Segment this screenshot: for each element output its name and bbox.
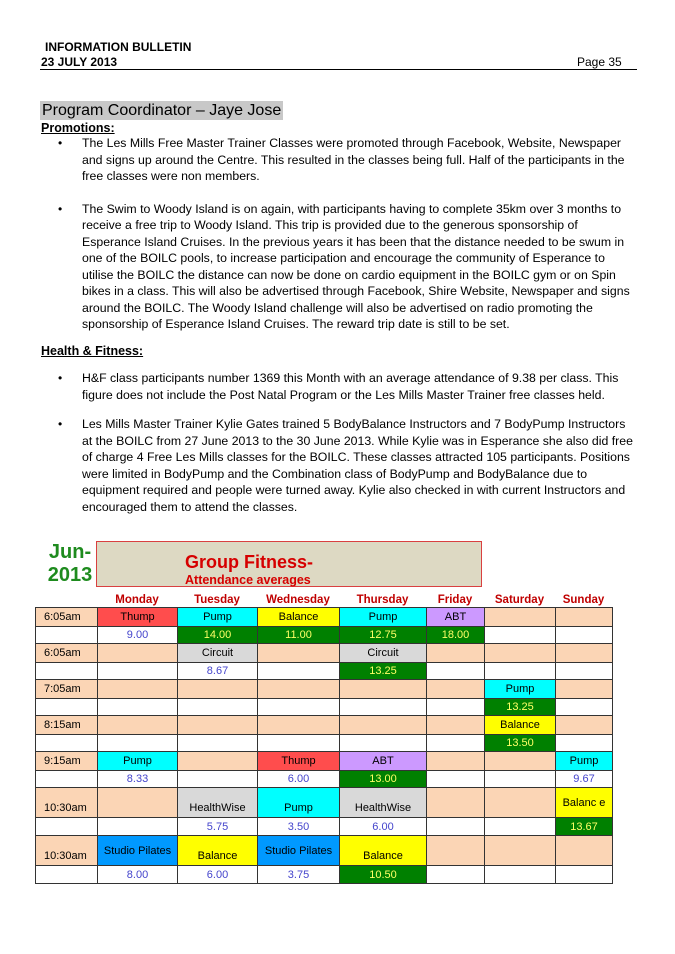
day-header-monday: Monday	[115, 594, 159, 606]
time-cell: 8:15am	[36, 716, 98, 735]
day-header-sunday: Sunday	[562, 594, 605, 606]
month-label: Jun-	[48, 541, 92, 563]
value-row	[36, 735, 613, 752]
attendance-value	[485, 663, 556, 680]
attendance-value: 13.25	[340, 663, 427, 680]
page-number: Page 35	[577, 55, 622, 69]
class-cell	[427, 716, 485, 735]
attendance-value	[485, 627, 556, 644]
class-cell	[98, 644, 178, 663]
bullet-icon: •	[58, 417, 63, 431]
class-cell: Thump	[258, 752, 340, 771]
attendance-value	[340, 735, 427, 752]
attendance-value	[427, 663, 485, 680]
class-cell: ABT	[427, 608, 485, 627]
class-cell: Studio Pilates	[258, 836, 340, 866]
section-title: Program Coordinator – Jaye Jose	[42, 102, 282, 119]
day-header-saturday: Saturday	[494, 594, 545, 606]
day-header-wednesday: Wednesday	[266, 594, 330, 606]
bullet-icon: •	[58, 136, 63, 150]
class-cell: Studio Pilates	[98, 836, 178, 866]
class-row	[36, 608, 613, 627]
list-item	[58, 370, 638, 403]
attendance-value	[427, 818, 485, 836]
bullet-text: H&F class participants number 1369 this Month with an average attendance of 9.38 per class. This figure does not include the Post Natal Program or the Les Mills Master Trainer free classes held.	[82, 371, 619, 402]
bullet-icon: •	[58, 371, 63, 385]
attendance-value: 13.50	[485, 735, 556, 752]
time-cell: 10:30am	[36, 836, 98, 866]
schedule-title: Group Fitness-	[185, 552, 314, 572]
attendance-value: 6.00	[340, 818, 427, 836]
class-cell: Pump	[258, 788, 340, 818]
attendance-value	[556, 663, 613, 680]
class-cell: HealthWise	[178, 788, 258, 818]
attendance-value: 5.75	[178, 818, 258, 836]
attendance-value	[485, 866, 556, 884]
class-cell	[556, 644, 613, 663]
empty-cell	[36, 627, 98, 644]
class-cell	[178, 680, 258, 699]
class-cell	[258, 716, 340, 735]
class-cell	[485, 836, 556, 866]
attendance-value	[556, 866, 613, 884]
header-bulletin: INFORMATION BULLETIN	[45, 40, 192, 54]
health-heading: Health & Fitness:	[41, 344, 144, 358]
schedule-table	[35, 607, 613, 884]
promotions-heading: Promotions:	[41, 121, 115, 135]
class-cell	[98, 788, 178, 818]
attendance-value	[427, 699, 485, 716]
class-cell	[340, 716, 427, 735]
class-cell: Balance	[340, 836, 427, 866]
value-row	[36, 699, 613, 716]
attendance-value	[178, 699, 258, 716]
schedule-subtitle: Attendance averages	[185, 573, 311, 587]
time-cell: 10:30am	[36, 788, 98, 818]
class-cell: Pump	[485, 680, 556, 699]
attendance-value: 9.67	[556, 771, 613, 788]
class-cell	[427, 788, 485, 818]
attendance-value: 3.75	[258, 866, 340, 884]
attendance-value: 12.75	[340, 627, 427, 644]
attendance-value: 6.00	[178, 866, 258, 884]
time-cell: 6:05am	[36, 608, 98, 627]
attendance-value	[427, 735, 485, 752]
list-item	[58, 201, 638, 333]
time-cell: 7:05am	[36, 680, 98, 699]
attendance-value: 18.00	[427, 627, 485, 644]
attendance-value	[98, 699, 178, 716]
list-item	[58, 416, 638, 515]
empty-cell	[36, 818, 98, 836]
schedule-month	[44, 541, 96, 587]
empty-cell	[36, 699, 98, 716]
class-cell	[556, 680, 613, 699]
class-row	[36, 752, 613, 771]
class-cell: HealthWise	[340, 788, 427, 818]
attendance-value: 8.33	[98, 771, 178, 788]
class-cell	[340, 680, 427, 699]
value-row	[36, 627, 613, 644]
schedule-title-box	[96, 541, 482, 587]
attendance-value: 6.00	[258, 771, 340, 788]
attendance-value	[427, 771, 485, 788]
attendance-value	[556, 735, 613, 752]
class-cell	[178, 716, 258, 735]
bullet-text: The Les Mills Free Master Trainer Classes were promoted through Facebook, Website, Newspaper and signs up around the Centre. This resulted in the classes being full. Half of the participants in the free classes were non members.	[82, 136, 625, 183]
class-cell	[258, 680, 340, 699]
class-cell	[485, 752, 556, 771]
time-cell: 6:05am	[36, 644, 98, 663]
class-cell	[98, 716, 178, 735]
class-cell: Balance	[178, 836, 258, 866]
class-cell: Pump	[98, 752, 178, 771]
attendance-value	[427, 866, 485, 884]
class-cell	[427, 836, 485, 866]
class-cell: Pump	[340, 608, 427, 627]
attendance-value: 14.00	[178, 627, 258, 644]
class-cell	[556, 836, 613, 866]
class-cell: Balanc e	[556, 788, 613, 818]
bullet-text: The Swim to Woody Island is on again, with participants having to complete 35km over 3 months to receive a free trip to Woody Island. This trip is provided due to the generous sponsorship of Esperance Island Cruises. In the previous years it has been that the distance needed to be swum in one of the BOILC pools, to increase participation and encourage the community of Esperance to utilise the BOILC the distance can now be done on cardio equipment in the BOILC gym or on Spin bikes in a class. This will also be advertised through Facebook, Shire Website, Newspaper and signs around the BOILC. The Woody Island challenge will also be advertised on radio promoting the sponsorship of Esperance Island Cruises. The reward trip date is still to be set.	[82, 201, 630, 331]
attendance-value: 9.00	[98, 627, 178, 644]
class-row	[36, 836, 613, 866]
attendance-value: 8.00	[98, 866, 178, 884]
class-cell: Pump	[178, 608, 258, 627]
attendance-value	[485, 818, 556, 836]
year-label: 2013	[47, 564, 93, 586]
class-cell: Thump	[98, 608, 178, 627]
class-cell	[98, 680, 178, 699]
attendance-value	[178, 771, 258, 788]
class-cell	[556, 608, 613, 627]
class-cell	[485, 608, 556, 627]
class-cell: Pump	[556, 752, 613, 771]
class-cell: Balance	[258, 608, 340, 627]
class-row	[36, 644, 613, 663]
class-cell	[485, 644, 556, 663]
class-cell	[556, 716, 613, 735]
class-row	[36, 680, 613, 699]
class-cell	[427, 680, 485, 699]
bullet-text: Les Mills Master Trainer Kylie Gates trained 5 BodyBalance Instructors and 7 BodyPump Instructors at the BOILC from 27 June 2013 to the 30 June 2013. While Kylie was in Esperance she also did free of charge 4 Free Les Mills classes for the BOILC. These classes attracted 105 participants. Positions were limited in BodyPump and the Combination class of BodyPump and BodyBalance due to equipment required and people were turned away. Kylie also checked in with current Instructors and encouraged them to attend the classes.	[82, 417, 633, 514]
attendance-value	[258, 663, 340, 680]
attendance-value	[258, 699, 340, 716]
class-cell: Circuit	[340, 644, 427, 663]
bullet-icon: •	[58, 201, 63, 216]
attendance-value	[556, 627, 613, 644]
time-cell: 9:15am	[36, 752, 98, 771]
class-cell	[178, 752, 258, 771]
class-row	[36, 716, 613, 735]
class-row	[36, 788, 613, 818]
attendance-value	[485, 771, 556, 788]
empty-cell	[36, 735, 98, 752]
attendance-value: 8.67	[178, 663, 258, 680]
health-list	[58, 370, 638, 515]
attendance-value	[178, 735, 258, 752]
attendance-value: 13.67	[556, 818, 613, 836]
value-row	[36, 771, 613, 788]
class-cell	[427, 752, 485, 771]
list-item	[58, 135, 638, 185]
attendance-value	[98, 735, 178, 752]
class-cell: Balance	[485, 716, 556, 735]
value-row	[36, 663, 613, 680]
day-header-friday: Friday	[437, 594, 473, 606]
day-header-thursday: Thursday	[356, 594, 409, 606]
value-row	[36, 818, 613, 836]
attendance-value: 13.00	[340, 771, 427, 788]
header-rule	[40, 69, 637, 70]
empty-cell	[36, 771, 98, 788]
promotions-list	[58, 135, 638, 333]
attendance-value	[340, 699, 427, 716]
class-cell	[427, 644, 485, 663]
attendance-value: 10.50	[340, 866, 427, 884]
class-cell: Circuit	[178, 644, 258, 663]
attendance-value	[556, 699, 613, 716]
attendance-value: 3.50	[258, 818, 340, 836]
class-cell	[485, 788, 556, 818]
attendance-value: 11.00	[258, 627, 340, 644]
day-header-tuesday: Tuesday	[194, 594, 240, 606]
empty-cell	[36, 663, 98, 680]
empty-cell	[36, 866, 98, 884]
class-cell	[258, 644, 340, 663]
value-row	[36, 866, 613, 884]
header-date: 23 JULY 2013	[41, 55, 118, 69]
attendance-value	[98, 663, 178, 680]
class-cell: ABT	[340, 752, 427, 771]
attendance-value: 13.25	[485, 699, 556, 716]
attendance-value	[258, 735, 340, 752]
attendance-value	[98, 818, 178, 836]
